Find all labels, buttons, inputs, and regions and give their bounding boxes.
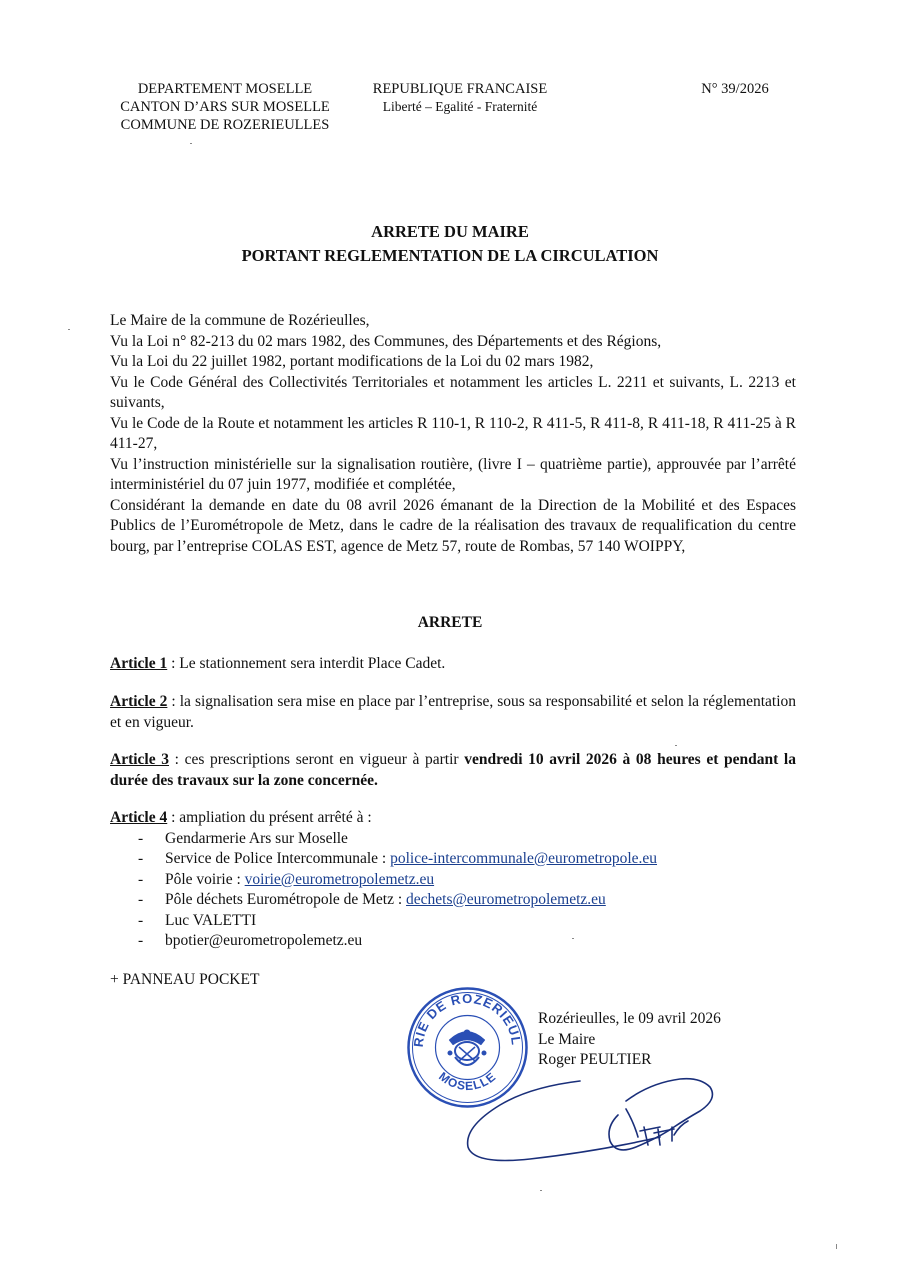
dash-bullet: - <box>138 911 144 929</box>
article-2-text: : la signalisation sera mise en place par l’entreprise, sous sa responsabilité et selon la réglementation et en vigueur. <box>110 693 797 731</box>
svg-text:MOSELLE: MOSELLE <box>436 1069 499 1094</box>
preamble-line: Vu l’instruction ministérielle sur la signalisation routière, (livre I – quatrième partie), approuvée par l’arrêté interministériel du 07 juin 1977, modifiée et complétée, <box>110 455 796 493</box>
motto-line: Liberté – Egalité - Fraternité <box>382 99 538 114</box>
signatory-name: Roger PEULTIER <box>538 1051 652 1068</box>
preamble-line: Le Maire de la commune de Rozérieulles, <box>110 312 370 329</box>
preamble-line: Vu le Code de la Route et notamment les articles R 110-1, R 110-2, R 411-5, R 411-8, R 411-18, R 411-25 à R 411-27, <box>110 414 796 452</box>
svg-text:MAIRIE DE ROZERIEULLES: RIE DE ROZERIEUL <box>410 990 525 1048</box>
document-number: N° 39/2026 <box>701 81 769 97</box>
title-line-2: PORTANT REGLEMENTATION DE LA CIRCULATION <box>241 246 659 265</box>
department-line: DEPARTEMENT MOSELLE <box>137 81 313 97</box>
article-3-label: Article 3 <box>110 751 169 768</box>
republic-line: REPUBLIQUE FRANCAISE <box>372 81 548 97</box>
scan-speck <box>675 745 677 746</box>
preamble <box>110 311 796 557</box>
dash-bullet: - <box>138 891 144 908</box>
police-email-link[interactable]: police-intercommunale@eurometropole.eu <box>390 850 658 867</box>
article-1-label: Article 1 <box>110 655 168 672</box>
distribution-item: - Service de Police Intercommunale : police-intercommunale@eurometropole.eu <box>110 849 796 870</box>
handwritten-signature <box>460 1075 730 1170</box>
article-2-label: Article 2 <box>110 693 168 710</box>
preamble-line: Vu le Code Général des Collectivités Territoriales et notamment les articles L. 2211 et suivants, L. 2213 et suivants, <box>110 373 796 411</box>
distribution-list <box>110 829 796 952</box>
article-4 <box>110 808 796 952</box>
place-date: Rozérieulles, le 09 avril 2026 <box>538 1010 721 1027</box>
signature-block <box>538 1009 721 1071</box>
preamble-line: Vu la Loi du 22 juillet 1982, portant modifications de la Loi du 02 mars 1982, <box>110 353 594 370</box>
preamble-line: Vu la Loi n° 82-213 du 02 mars 1982, des Communes, des Départements et des Régions, <box>110 332 662 350</box>
canton-line: CANTON D’ARS SUR MOSELLE <box>120 99 330 115</box>
preamble-line: Considérant la demande en date du 08 avril 2026 émanant de la Direction de la Mobilité et des Espaces Publics de l’Eurométropole de Metz, dans le cadre de la réalisation des travaux de requalification du centre bourg, par l’entreprise COLAS EST, agence de Metz 57, route de Rombas, 57 140 WOIPPY, <box>110 496 796 555</box>
distribution-item: - Pôle voirie : voirie@eurometropolemetz.eu <box>110 870 796 891</box>
commune-line: COMMUNE DE ROZERIEULLES <box>120 117 330 133</box>
distribution-item: - Luc VALETTI <box>110 911 796 932</box>
dechets-email-link[interactable]: dechets@eurometropolemetz.eu <box>406 891 606 908</box>
title-line-1: ARRETE DU MAIRE <box>371 222 529 241</box>
document-title <box>0 220 900 268</box>
article-3-bold-text: vendredi 10 avril 2026 à 08 heures et pendant la durée des travaux sur la zone concernée. <box>110 751 796 789</box>
distribution-item: - Gendarmerie Ars sur Moselle <box>110 829 796 850</box>
scan-speck <box>540 1190 542 1191</box>
article-3 <box>110 750 796 791</box>
dash-bullet: - <box>138 870 144 888</box>
distribution-item: - bpotier@eurometropolemetz.eu <box>110 931 796 952</box>
signatory-role: Le Maire <box>538 1030 596 1048</box>
scan-speck <box>572 938 574 939</box>
scan-speck <box>836 1244 837 1249</box>
article-2 <box>110 692 796 733</box>
signature-icon <box>460 1075 730 1170</box>
dash-bullet: - <box>138 829 144 847</box>
distribution-item: - Pôle déchets Eurométropole de Metz : dechets@eurometropolemetz.eu <box>110 890 796 911</box>
article-1 <box>110 654 796 675</box>
dash-bullet: - <box>138 932 144 949</box>
panneau-pocket: + PANNEAU POCKET <box>110 971 260 988</box>
voirie-email-link[interactable]: voirie@eurometropolemetz.eu <box>244 870 435 888</box>
article-4-text: : ampliation du présent arrêté à : <box>167 809 372 826</box>
scan-speck <box>68 329 70 330</box>
scan-speck <box>190 143 192 144</box>
issuer-block <box>100 80 350 134</box>
republic-block <box>355 80 565 116</box>
dash-bullet: - <box>138 850 144 867</box>
article-3-text: : ces prescriptions seront en vigueur à partir <box>169 751 465 768</box>
article-1-text: : Le stationnement sera interdit Place Cadet. <box>167 655 446 672</box>
arrete-heading: ARRETE <box>417 614 483 631</box>
article-4-label: Article 4 <box>110 809 168 826</box>
